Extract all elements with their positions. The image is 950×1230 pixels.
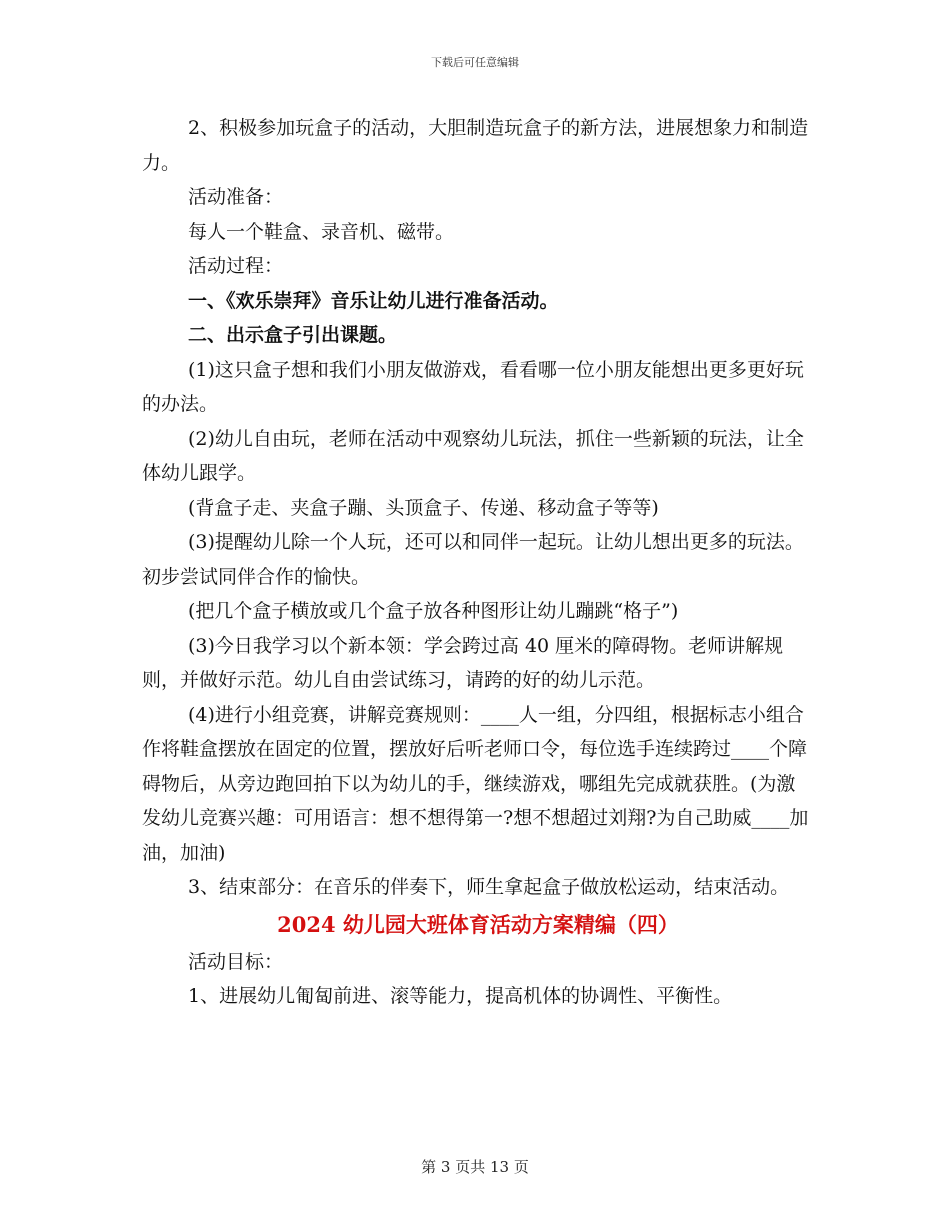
paragraph: (3)提醒幼儿除一个人玩，还可以和同伴一起玩。让幼儿想出更多的玩法。初步尝试同伴合作的愉快。 — [142, 531, 804, 588]
paragraph: 每人一个鞋盒、录音机、磁带。 — [188, 220, 455, 243]
paragraph: (3)今日我学习以个新本领：学会跨过高 40 厘米的障碍物。老师讲解规则，并做好示范。幼儿自由尝试练习，请跨的好的幼儿示范。 — [142, 634, 784, 691]
paragraph: 3、结束部分：在音乐的伴奏下，师生拿起盒子做放松运动，结束活动。 — [188, 876, 790, 898]
bold-heading: 一、《欢乐崇拜》音乐让幼儿进行准备活动。 — [188, 289, 559, 312]
document-body — [142, 111, 814, 1014]
paragraph: (1)这只盒子想和我们小朋友做游戏，看看哪一位小朋友能想出更多更好玩的办法。 — [142, 358, 804, 415]
paragraph: 活动准备： — [188, 186, 284, 208]
paragraph: 活动过程： — [188, 255, 284, 277]
paragraph: 活动目标： — [188, 950, 284, 973]
paragraph: (把几个盒子横放或几个盒子放各种图形让幼儿蹦跳“格子”) — [188, 600, 679, 622]
section-title: 2024 幼儿园大班体育活动方案精编（四） — [277, 911, 679, 937]
bold-heading: 二、出示盒子引出课题。 — [188, 324, 398, 346]
paragraph: 1、进展幼儿匍匐前进、滚等能力，提高机体的协调性、平衡性。 — [188, 985, 733, 1007]
page-header: 下载后可任意编辑 — [431, 56, 519, 69]
page-footer: 第 3 页共 13 页 — [421, 1158, 529, 1176]
paragraph: (背盒子走、夹盒子蹦、头顶盒子、传递、移动盒子等等) — [188, 496, 659, 519]
paragraph: 2、积极参加玩盒子的活动，大胆制造玩盒子的新方法，进展想象力和制造力。 — [142, 117, 809, 174]
paragraph: (2)幼儿自由玩，老师在活动中观察幼儿玩法，抓住一些新颖的玩法，让全体幼儿跟学。 — [142, 427, 804, 484]
paragraph: (4)进行小组竞赛，讲解竞赛规则：____人一组，分四组，根据标志小组合作将鞋盒摆放在固定的位置，摆放好后听老师口令，每位选手连续跨过____个障碍物后，从旁边跑回拍下以为幼儿的手，继续游戏，哪组先完成就获胜。(为激发幼儿竞赛兴趣：可用语言：想不想得第一?想不想超过刘翔?为自己助威____加油，加油) — [142, 703, 809, 864]
